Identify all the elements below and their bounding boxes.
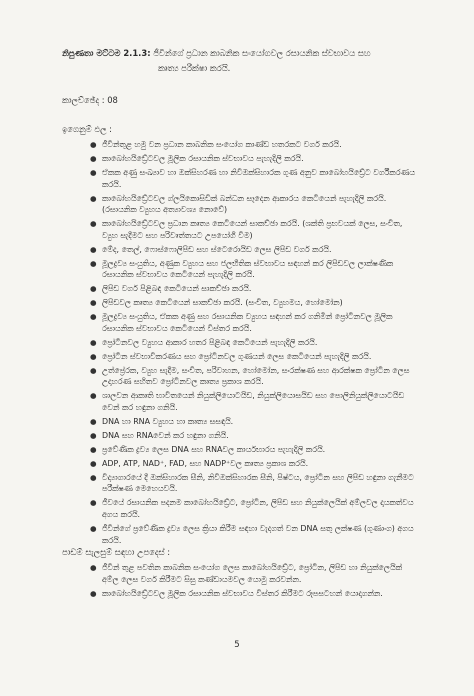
list-item: ● ADP, ATP, NAD⁺, FAD, සහ NADP⁺වල කෘත්‍ය ප්‍රකාශ කරයි. xyxy=(90,458,420,470)
list-item: ● ඒකක අණු සංඛ්‍යාව හා ඔක්සිහරණ හා නිවිඔක්සිහාරක ගුණ අනුව කාබෝහයිඩ්‍රේට වර්ගීකරණය කරයි. xyxy=(90,167,420,190)
learning-outcomes-title: ඉගෙනුම් ඵල : xyxy=(62,124,112,134)
list-item: ● ලිපිඩ වර්ග පිළිබඳ කෙටියෙන් සාකච්ඡා කරයි. xyxy=(90,283,420,295)
competency-header xyxy=(62,46,432,76)
list-item: ● උත්ප්‍රේරක, ව්‍යුහ සැදීම, සංචිත, පරිවාහන, හෝමෝන, සංරක්ෂණ සහ ආරක්ෂක ප්‍රෝටීන ලෙස උදාහරණ සහිතව ප්‍රෝටීනවල කෘත්‍ය ප්‍රකාශ කරයි. xyxy=(90,365,420,388)
list-item: ● DNA හා RNA ව්‍යුහය හා කෘත්‍ය සසඳයි. xyxy=(90,416,420,428)
list-item: ● මේද, තෙල්, ෆොස්ෆොලිපිඩ සහ ස්ටෙරොයිඩ ලෙස ලිපිඩ වර්ග කරයි. xyxy=(90,244,420,256)
list-item: ● DNA සහ RNAවෙන් කර හඳුනා ගනියි. xyxy=(90,430,420,442)
list-item: ● ප්‍රවේණික ද්‍රව්‍ය ලෙස DNA සහ RNAවල කාර්යභාරය පැහැදිලි කරයි. xyxy=(90,444,420,456)
list-item: ● ජීවීන්ගේ ප්‍රවේණික ද්‍රව්‍ය ලෙස ක්‍රියා කිරීම සඳහා වැදගත් වන DNA සතු ලක්ෂණ (ගුණාංග) අගය කරයි. xyxy=(90,523,420,546)
list-item: ● මූලද්‍රව්‍ය සංයුතිය, ඒකක අණු සහ රසායනික ව්‍යුහය සඳහන් කර ගනිමින් ප්‍රෝටීනවල මූලික රසායනික ස්වභාවය කෙටියෙන් විස්තර කරයි. xyxy=(90,311,420,334)
page-number: 5 xyxy=(234,640,240,650)
list-item: ● ප්‍රෝටීනවල ව්‍යුහය ආකාර හතර පිළිබඳ කෙටියෙන් පැහැදිලි කරයි. xyxy=(90,337,420,349)
list-item: ● මූලද්‍රව්‍ය සංයුතිය, අණුක ව්‍යුහය සහ ජලභීතික ස්වභාවය සඳහන් කර ලිපිඩවල ලාක්ෂණික රසායනික ස්වභාවය කෙටියෙන් පැහැදිලි කරයි. xyxy=(90,258,420,281)
list-item: ● කාබෝහයිඩ්‍රේටවල මූලික රසායනික ස්වභාවය විස්තර කිරීමට රූපසටහන් යොදාගන්න. xyxy=(90,588,420,600)
list-item: ● ශාලවන ආකෘති භාවිතයෙන් නියුක්ලියොටයිඩ, නියුක්ලියොසයිඩ සහ පොලිනියුක්ලියොටයිඩ වෙන් කර හඳුනා ගනියි. xyxy=(90,390,420,413)
competency-title-line2: කෘත්‍ය පරීක්ෂා කරයි. xyxy=(158,63,231,73)
teaching-guidelines-title: පාඩම් සැලසුම් සඳහා උපදෙස් : xyxy=(62,547,171,557)
learning-outcomes-list xyxy=(90,139,420,549)
competency-level-label: නිපුණතා මට්ටම 2.1.3: xyxy=(62,48,151,58)
list-item: ● ප්‍රෝටීන ස්වභාවිකරණය සහ ප්‍රෝටීනවල ගුණයන් ලෙස කෙටියෙන් පැහැදිලි කරයි. xyxy=(90,351,420,363)
competency-title-line1: ජීවීන්ගේ ප්‍රධාන කාබනික සංයෝගවල රසායනික ස්වභාවය සහ xyxy=(153,48,371,58)
list-item: ● විද්‍යාගාරයේ දී ඔක්සිහාරක සීනි, නිවිඔක්සිහාරක සීනි, පිෂ්ටය, ප්‍රෝටීන සහ ලිපිඩ හඳුනා ගැනීමට පරීක්ෂණ මෙහෙයවයි. xyxy=(90,472,420,495)
list-item: ● කාබෝහයිඩ්‍රේටවල ග්ලයිකොසිඩික් බන්ධන සෑදෙන ආකාරය කෙටියෙන් පැහැදිලි කරයි. (රසායනික ව්‍යුහය අත්‍යාවශ්‍ය නොවේ) xyxy=(90,193,420,216)
list-item: ● කාබෝහයිඩ්‍රේටවල මූලික රසායනික ස්වභාවය පැහැදිලි කරයි. xyxy=(90,153,420,165)
period-count: කාලච්ඡේද : 08 xyxy=(62,95,118,105)
list-item: ● ජීවයේ රසායනික පදනම කාබෝහයිඩ්‍රේට, ප්‍රෝටීන, ලිපිඩ සහ නියුක්ලෙයික් අම්ලවල දායකත්වය අගය කරයි. xyxy=(90,497,420,520)
list-item: ● ජීවීන්තුළ හමු වන ප්‍රධාන කාබනික සංයෝග කාණ්ඩ හතරකට වර්ග කරයි. xyxy=(90,139,420,151)
list-item: ● කාබෝහයිඩ්‍රේටවල ප්‍රධාන කෘත්‍ය කෙටියෙන් සාකච්ඡා කරයි. (ශක්ති ප්‍රභවයක් ලෙස, සංචිත, ව්‍යුහ සැදීමට සහ පරිවෘත්තයට උපයෝගී වීම) xyxy=(90,218,420,241)
teaching-guidelines-list xyxy=(90,562,420,602)
list-item: ● ජීවීන් තුළ පවතින කාබනික සංයෝග ලෙස කාබෝහයිඩ්‍රේට, ප්‍රෝටීන, ලිපිඩ හා නියුක්ලෙයික් අම්ල ලෙස වර්ග කිරීමට සිසු කණ්ඩායමවල යොමු කරවන්න. xyxy=(90,562,420,585)
list-item: ● ලිපිඩවල කෘත්‍ය කෙටියෙන් සාකච්ඡා කරයි. (සංචිත, ව්‍යුහමය, හෝමෝන) xyxy=(90,297,420,309)
